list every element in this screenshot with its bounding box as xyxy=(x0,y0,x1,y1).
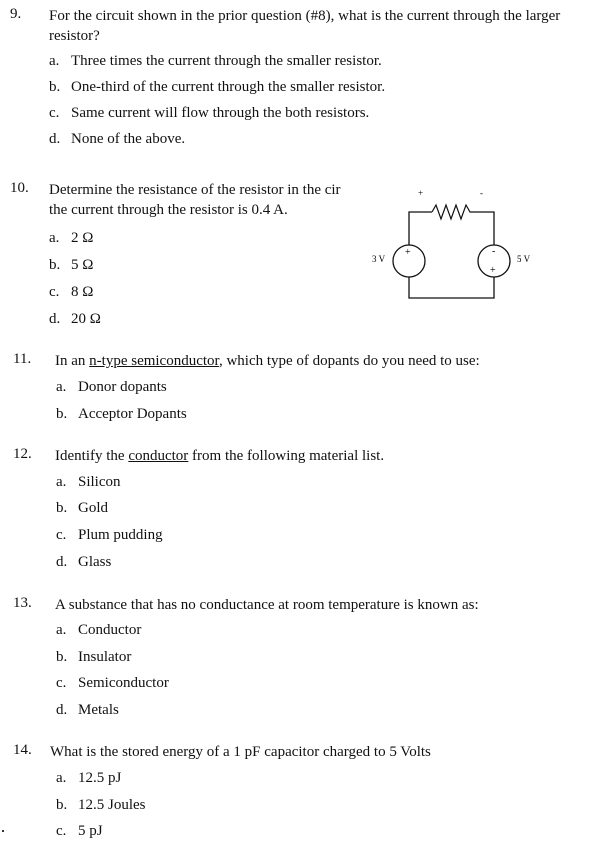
option-letter: c. xyxy=(56,823,67,839)
option-letter: d. xyxy=(49,311,61,327)
option-a[interactable] xyxy=(56,377,167,397)
question-text-line-1: Determine the resistance of the resistor in the cir xyxy=(49,182,341,198)
option-letter: a. xyxy=(49,53,60,69)
option-text: One-third of the current through the smaller resistor. xyxy=(71,79,386,95)
option-a[interactable] xyxy=(56,472,121,492)
question-number: 13. xyxy=(13,595,32,611)
resistor-plus-label: + xyxy=(418,188,424,198)
option-text: Metals xyxy=(78,702,119,718)
option-c[interactable] xyxy=(56,673,169,693)
question-text-part: from the following material list. xyxy=(188,448,385,464)
question-number: 12. xyxy=(13,446,32,462)
option-d[interactable] xyxy=(49,129,185,149)
question-text: A substance that has no conductance at room temperature is known as: xyxy=(55,597,479,613)
option-b[interactable] xyxy=(56,498,108,518)
question-text-part: In an xyxy=(55,353,90,369)
question-text-part: , which type of dopants do you need to use: xyxy=(218,353,480,369)
right-source-label: 5 V xyxy=(517,254,531,264)
option-text: Semiconductor xyxy=(78,675,169,691)
option-letter: c. xyxy=(56,675,67,691)
option-text: None of the above. xyxy=(71,131,186,147)
option-c[interactable] xyxy=(49,282,93,302)
option-text: Same current will flow through the both resistors. xyxy=(71,105,370,121)
option-text: Glass xyxy=(78,554,112,570)
question-number: 14. xyxy=(13,742,32,758)
left-source-label: 3 V xyxy=(372,254,386,264)
left-source-plus: + xyxy=(405,247,411,258)
question-text-line-2: the current through the resistor is 0.4 A. xyxy=(49,202,288,218)
option-c[interactable] xyxy=(56,821,103,841)
option-text: Insulator xyxy=(78,649,132,665)
option-a[interactable] xyxy=(56,620,141,640)
option-b[interactable] xyxy=(49,77,385,97)
option-letter: d. xyxy=(56,554,68,570)
option-letter: b. xyxy=(56,406,68,422)
option-text: Conductor xyxy=(78,622,142,638)
right-source-plus: + xyxy=(490,265,496,276)
option-b[interactable] xyxy=(56,647,131,667)
option-a[interactable] xyxy=(49,228,93,248)
question-number: 10. xyxy=(10,180,29,196)
question-number: 9. xyxy=(10,6,22,22)
option-letter: c. xyxy=(49,105,60,121)
page-mark xyxy=(2,830,4,832)
option-a[interactable] xyxy=(49,51,382,71)
option-letter: a. xyxy=(49,230,60,246)
option-text: 8 Ω xyxy=(71,284,94,300)
resistor-icon xyxy=(432,205,472,219)
option-text: 5 pJ xyxy=(78,823,103,839)
option-letter: c. xyxy=(56,527,67,543)
option-letter: a. xyxy=(56,622,67,638)
option-letter: b. xyxy=(56,649,68,665)
option-letter: a. xyxy=(56,379,67,395)
option-letter: c. xyxy=(49,284,60,300)
option-text: 12.5 pJ xyxy=(78,770,122,786)
question-text xyxy=(49,180,369,220)
question-text xyxy=(55,351,595,371)
question-text: What is the stored energy of a 1 pF capacitor charged to 5 Volts xyxy=(50,744,431,760)
option-letter: d. xyxy=(49,131,61,147)
resistor-minus-label: - xyxy=(480,188,483,198)
option-text: Gold xyxy=(78,500,108,516)
option-text: Donor dopants xyxy=(78,379,167,395)
option-b[interactable] xyxy=(56,795,146,815)
option-d[interactable] xyxy=(56,552,111,572)
option-letter: b. xyxy=(49,257,61,273)
option-letter: d. xyxy=(56,702,68,718)
option-c[interactable] xyxy=(56,525,163,545)
option-text: 20 Ω xyxy=(71,311,101,327)
option-letter: b. xyxy=(49,79,61,95)
option-c[interactable] xyxy=(49,103,369,123)
option-a[interactable] xyxy=(56,768,121,788)
option-b[interactable] xyxy=(56,404,187,424)
option-text: Plum pudding xyxy=(78,527,163,543)
option-letter: b. xyxy=(56,797,68,813)
option-text: Three times the current through the smaller resistor. xyxy=(71,53,382,69)
option-letter: a. xyxy=(56,770,67,786)
circuit-diagram xyxy=(360,180,560,305)
question-text: For the circuit shown in the prior question (#8), what is the current through the larger resistor? xyxy=(49,8,561,44)
question-number: 11. xyxy=(13,351,32,367)
term-link: conductor xyxy=(128,448,189,464)
option-d[interactable] xyxy=(56,700,119,720)
option-text: 5 Ω xyxy=(71,257,94,273)
option-letter: a. xyxy=(56,474,67,490)
term-link: n-type semiconductor xyxy=(89,353,219,369)
right-source-minus: - xyxy=(492,246,496,257)
question-text xyxy=(55,446,595,466)
option-b[interactable] xyxy=(49,255,93,275)
question-text-part: Identify the xyxy=(55,448,129,464)
option-text: 2 Ω xyxy=(71,230,94,246)
option-text: Silicon xyxy=(78,474,121,490)
option-text: 12.5 Joules xyxy=(78,797,146,813)
option-letter: b. xyxy=(56,500,68,516)
option-d[interactable] xyxy=(49,309,101,329)
option-text: Acceptor Dopants xyxy=(78,406,187,422)
